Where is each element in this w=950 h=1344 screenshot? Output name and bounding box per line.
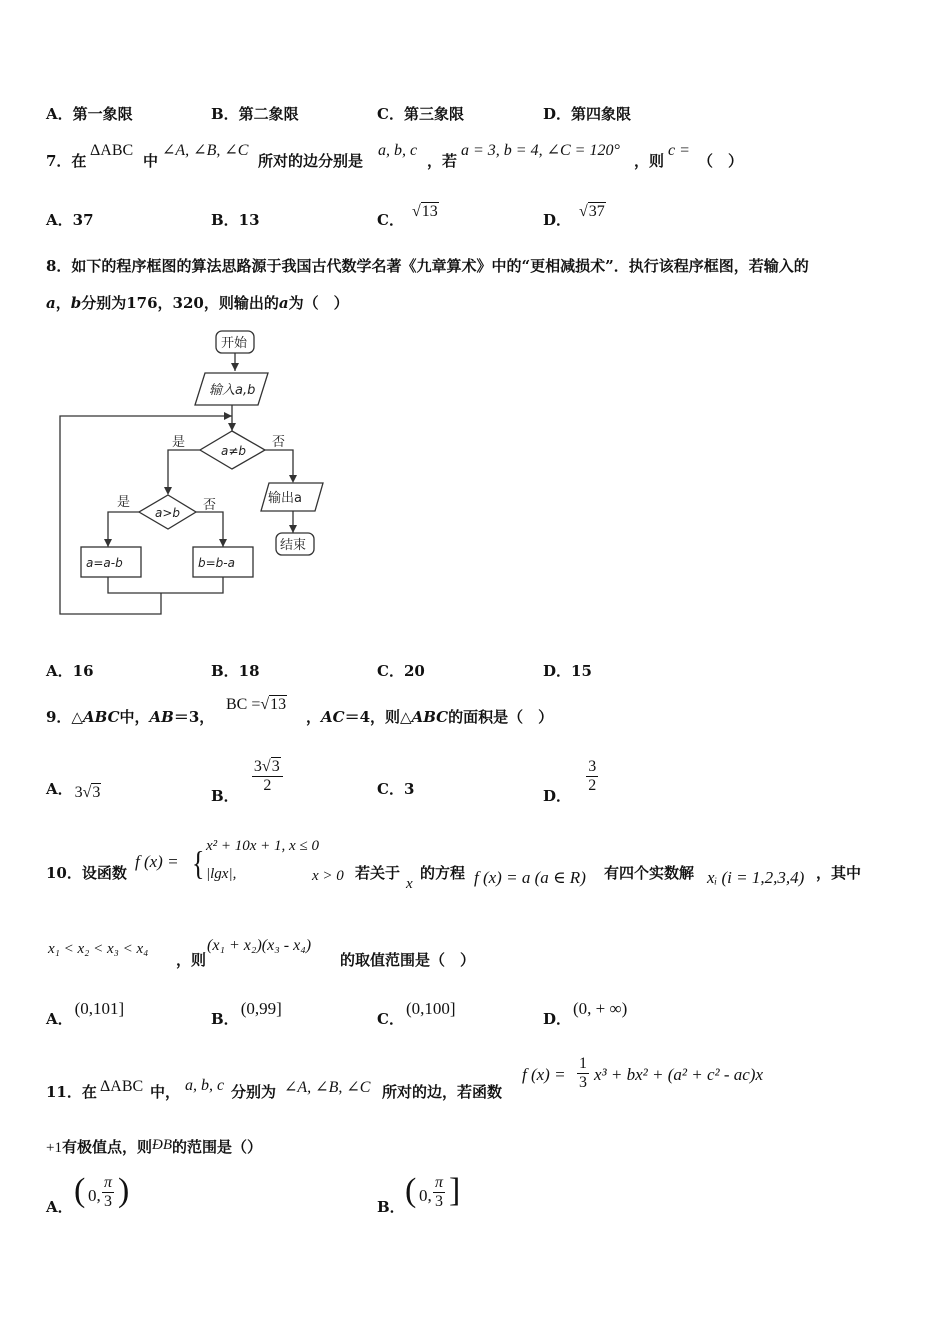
q11-stem: 11．在 ΔABC 中， a, b, c 分别为 ∠A, ∠B, ∠C 所对的边，若函数 f (x) = $\frac{1}{3}$ x³ + bx² + (a² + c² - ac)x <box>46 1055 764 1101</box>
q8-option-a: A．16 <box>46 662 94 680</box>
q7-option-d-value: 37 <box>588 203 605 220</box>
flow-end-label: 结束 <box>280 538 307 553</box>
flow-yes1-label: 是 <box>172 435 186 450</box>
q8-option-c: C．20 <box>377 662 425 680</box>
q10-option-d: D．(0, + ∞) <box>543 999 628 1028</box>
q6-option-a: A．第一象限 <box>46 105 133 123</box>
q8-stem-line2: a，b分别为176，320，则输出的a为（ ） <box>46 294 349 312</box>
q7-option-a: A．37 <box>46 211 94 229</box>
q8-stem-line1: 8．如下的程序框图的算法思路源于我国古代数学名著《九章算术》中的“更相减损术”．执行该程序框图，若输入的 <box>46 257 809 275</box>
q10-stem-line2: x₁ < x₂ < x₃ < x₄ ，则 (x₁ + x₂)(x₃ - x₄) 的取值范围是（ ） <box>48 937 476 969</box>
flow-start-label: 开始 <box>221 336 248 351</box>
q10-option-b: B．(0,99] <box>211 999 282 1028</box>
q6-option-c: C．第三象限 <box>377 105 464 123</box>
q7-option-c-value: 13 <box>421 203 438 220</box>
q6-option-b: B．第二象限 <box>211 105 299 123</box>
q6-option-d: D．第四象限 <box>543 105 632 123</box>
q9-option-c: C．3 <box>377 780 415 798</box>
q9-option-d: D． $\frac{3}{2}$ <box>543 758 597 805</box>
flow-output-label: 输出a <box>268 491 302 506</box>
q7-option-b: B．13 <box>211 211 260 229</box>
q10-stem: 10．设函数 f (x) = { x² + 10x + 1, x ≤ 0 |lgx|, x > 0 若关于 x 的方程 f (x) = a (a ∈ R) 有四个实数解 xᵢ (i = 1,2,3,4) ，其中 <box>46 838 862 892</box>
flow-box-a-label: a=a-b <box>86 556 123 570</box>
q11-option-a: A． ( 0, $\frac{\pi}{3}$ ) <box>46 1172 130 1216</box>
q9-option-a: A． 3√3 <box>46 780 101 801</box>
q8-option-d: D．15 <box>543 662 592 680</box>
flow-yes2-label: 是 <box>117 495 131 510</box>
q7-option-c: C． √13 <box>377 203 438 229</box>
q7-option-d: D． √37 <box>543 203 605 229</box>
q11-option-b: B． ( 0, $\frac{\pi}{3}$ ] <box>377 1172 461 1216</box>
q10-option-c: C．(0,100] <box>377 999 456 1028</box>
flow-input-label: 输入a,b <box>209 383 256 398</box>
q10-option-a: A．(0,101] <box>46 999 125 1028</box>
flow-box-b-label: b=b-a <box>198 556 235 570</box>
flow-no2-label: 否 <box>203 498 217 513</box>
flow-no1-label: 否 <box>272 435 286 450</box>
q9-option-b: B． $\frac{3√3}{2}$ <box>211 760 275 797</box>
flow-cond1-label: a≠b <box>221 444 247 458</box>
q8-option-b: B．18 <box>211 662 260 680</box>
flow-cond2-label: a>b <box>155 506 181 520</box>
q8-flowchart <box>50 325 340 620</box>
q11-stem-line2: +1有极值点，则ÐB的范围是（） <box>46 1137 262 1156</box>
